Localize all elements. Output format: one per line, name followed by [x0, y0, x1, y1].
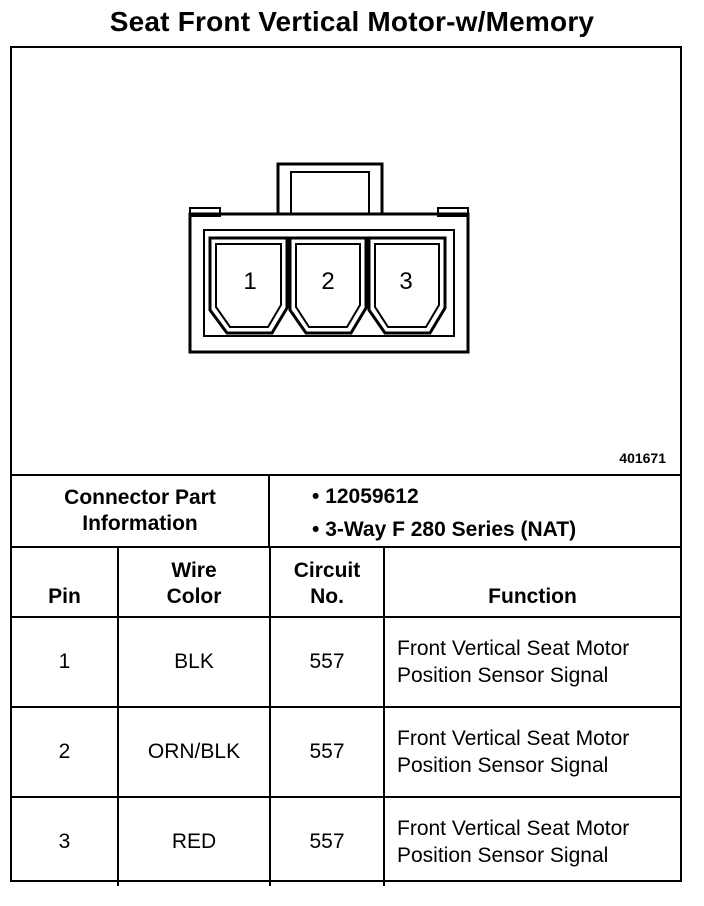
- header-wire-color: Wire Color: [118, 547, 270, 617]
- diagram-reference-number: 401671: [619, 450, 666, 466]
- connector-part-info-label-text: Connector Part Information: [64, 486, 216, 535]
- connector-part-info: [12, 476, 680, 548]
- connector-part-info-values: [312, 480, 576, 546]
- header-pin: Pin: [12, 547, 118, 617]
- pin-cell: 1: [12, 617, 118, 707]
- pin-number-3: 3: [399, 268, 413, 295]
- function-cell: Front Vertical Seat Motor Position Sensor Signal: [384, 797, 680, 886]
- pin-cell: 2: [12, 707, 118, 797]
- pin-cell: 3: [12, 797, 118, 886]
- table-row: [12, 797, 680, 886]
- page-title: Seat Front Vertical Motor-w/Memory: [109, 6, 595, 37]
- connector-part-info-label: [12, 476, 270, 546]
- connector-diagram: [12, 48, 680, 476]
- connector-sheet: [10, 46, 682, 882]
- connector-drawing: [12, 48, 680, 474]
- connector-series: • 3-Way F 280 Series (NAT): [312, 518, 577, 541]
- pin-number-1: 1: [243, 268, 257, 295]
- table-row: [12, 707, 680, 797]
- table-row: [12, 617, 680, 707]
- circuit-cell: 557: [270, 797, 384, 886]
- wire-color-cell: RED: [118, 797, 270, 886]
- wire-color-cell: ORN/BLK: [118, 707, 270, 797]
- circuit-cell: 557: [270, 617, 384, 707]
- header-function: Function: [384, 547, 680, 617]
- function-cell: Front Vertical Seat Motor Position Sensor Signal: [384, 707, 680, 797]
- circuit-cell: 557: [270, 707, 384, 797]
- function-cell: Front Vertical Seat Motor Position Sensor Signal: [384, 617, 680, 707]
- header-circuit-no: Circuit No.: [270, 547, 384, 617]
- pinout-table: [12, 546, 680, 886]
- table-header-row: [12, 547, 680, 617]
- pin-number-2: 2: [321, 268, 335, 295]
- wire-color-cell: BLK: [118, 617, 270, 707]
- part-number: • 12059612: [312, 485, 419, 508]
